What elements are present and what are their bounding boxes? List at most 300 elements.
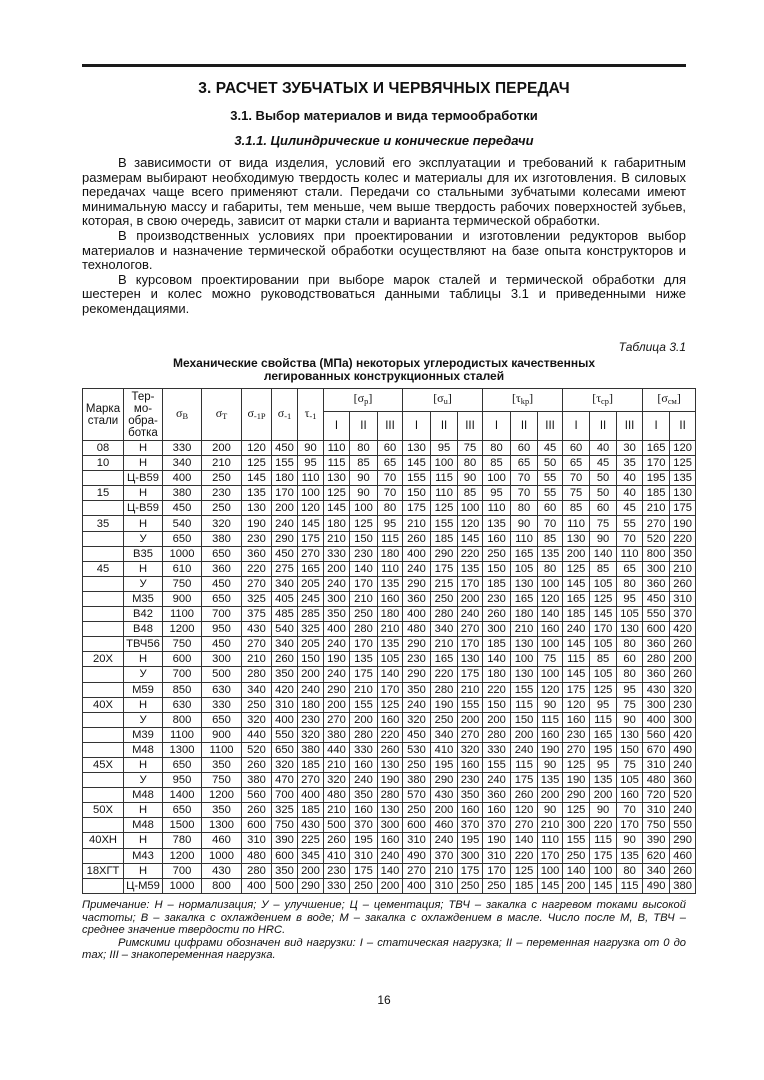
value-cell: 50	[590, 486, 617, 501]
value-cell: 200	[298, 863, 324, 878]
value-cell: 540	[163, 516, 202, 531]
value-cell: 170	[483, 863, 511, 878]
value-cell: 430	[242, 622, 272, 637]
treatment-cell: ТВЧ56	[124, 637, 163, 652]
value-cell: 130	[458, 652, 483, 667]
value-cell: 300	[563, 818, 590, 833]
value-cell: 360	[242, 546, 272, 561]
value-cell: 60	[590, 501, 617, 516]
value-cell: 950	[202, 622, 242, 637]
value-cell: 190	[483, 833, 511, 848]
value-cell: 325	[242, 591, 272, 606]
value-cell: 270	[563, 742, 590, 757]
value-cell: 135	[538, 773, 563, 788]
value-cell: 230	[458, 773, 483, 788]
header-treatment	[124, 389, 163, 441]
value-cell: 400	[324, 622, 350, 637]
value-cell: 250	[202, 471, 242, 486]
value-cell: 125	[590, 682, 617, 697]
value-cell: 340	[431, 622, 458, 637]
value-cell: 240	[670, 803, 696, 818]
value-cell: 560	[242, 788, 272, 803]
value-cell: 100	[511, 652, 538, 667]
value-cell: 490	[643, 878, 670, 893]
table-title-line: Механические свойства (МПа) некоторых углеродистых качественных	[172, 356, 595, 370]
chapter-title: 3. РАСЧЕТ ЗУБЧАТЫХ И ЧЕРВЯЧНЫХ ПЕРЕДАЧ	[198, 80, 570, 97]
value-cell: 600	[643, 622, 670, 637]
value-cell: 380	[242, 773, 272, 788]
steel-grade-cell	[83, 848, 124, 863]
value-cell: 80	[617, 667, 643, 682]
value-cell: 460	[431, 818, 458, 833]
value-cell: 115	[511, 757, 538, 772]
value-cell: 50	[590, 471, 617, 486]
value-cell: 60	[511, 441, 538, 456]
value-cell: 240	[670, 757, 696, 772]
value-cell: 175	[511, 773, 538, 788]
value-cell: 250	[431, 712, 458, 727]
value-cell: 80	[617, 863, 643, 878]
value-cell: 400	[643, 712, 670, 727]
value-cell: 105	[590, 637, 617, 652]
value-cell: 1200	[163, 848, 202, 863]
value-cell: 900	[202, 727, 242, 742]
value-cell: 250	[483, 546, 511, 561]
value-cell: 480	[643, 773, 670, 788]
value-cell: 165	[511, 546, 538, 561]
value-cell: 130	[324, 471, 350, 486]
value-cell: 45	[538, 441, 563, 456]
value-cell: 160	[378, 712, 403, 727]
value-cell: 250	[403, 757, 431, 772]
value-cell: 600	[403, 818, 431, 833]
value-cell: 800	[163, 712, 202, 727]
value-cell: 120	[563, 697, 590, 712]
value-cell: 570	[403, 788, 431, 803]
value-cell: 45	[617, 501, 643, 516]
treatment-cell: Ц-М59	[124, 878, 163, 893]
value-cell: 130	[378, 803, 403, 818]
value-cell: 300	[483, 622, 511, 637]
header-load-ii: II	[350, 412, 378, 441]
header-group-tau-kp: $[\tau_{kp}]$	[483, 389, 563, 412]
table-row	[83, 682, 696, 697]
value-cell: 40	[617, 471, 643, 486]
value-cell: 360	[403, 591, 431, 606]
header-group-sigma-u: $[\sigma_u]$	[403, 389, 483, 412]
value-cell: 240	[378, 848, 403, 863]
value-cell: 270	[298, 773, 324, 788]
value-cell: 800	[643, 546, 670, 561]
table-row	[83, 516, 696, 531]
value-cell: 230	[670, 697, 696, 712]
value-cell: 460	[670, 848, 696, 863]
value-cell: 500	[324, 818, 350, 833]
steel-grade-cell	[83, 773, 124, 788]
value-cell: 180	[483, 667, 511, 682]
value-cell: 75	[538, 652, 563, 667]
value-cell: 1100	[163, 727, 202, 742]
header-sigma-1: $\sigma_{-1}$	[272, 389, 298, 441]
value-cell: 40	[617, 486, 643, 501]
value-cell: 115	[431, 471, 458, 486]
value-cell: 330	[324, 878, 350, 893]
value-cell: 230	[350, 546, 378, 561]
value-cell: 670	[643, 742, 670, 757]
value-cell: 630	[202, 682, 242, 697]
value-cell: 145	[324, 501, 350, 516]
value-cell: 185	[431, 531, 458, 546]
treatment-cell: М48	[124, 818, 163, 833]
value-cell: 175	[350, 667, 378, 682]
value-cell: 600	[163, 652, 202, 667]
value-cell: 190	[324, 652, 350, 667]
treatment-cell: В35	[124, 546, 163, 561]
table-note	[82, 899, 686, 962]
steel-grade-cell	[83, 878, 124, 893]
value-cell: 650	[202, 546, 242, 561]
value-cell: 220	[590, 818, 617, 833]
steel-grade-cell	[83, 682, 124, 697]
steel-grade-cell: 10	[83, 456, 124, 471]
value-cell: 135	[242, 486, 272, 501]
paragraph: В зависимости от вида изделия, условий его эксплуатации и требований к габаритным размерам выбирают необходимую твердость колес и материалы для их изготовления. В силовых передачах чаще всего применяют стали. Передачи со стальными зубчатыми колесами имеют минимальную массу и габариты, тем меньше, чем выше твердость рабочих поверхностей зубьев, которая, в свою очередь, зависит от марки стали и варианта термической обработки.	[82, 155, 686, 229]
value-cell: 115	[590, 712, 617, 727]
value-cell: 90	[458, 471, 483, 486]
value-cell: 115	[617, 878, 643, 893]
header-tau-1: $\tau_{-1}$	[298, 389, 324, 441]
value-cell: 700	[163, 863, 202, 878]
value-cell: 300	[643, 561, 670, 576]
value-cell: 240	[403, 697, 431, 712]
value-cell: 440	[324, 742, 350, 757]
value-cell: 140	[563, 863, 590, 878]
value-cell: 285	[298, 607, 324, 622]
value-cell: 600	[242, 818, 272, 833]
treatment-cell: Ц-В59	[124, 471, 163, 486]
value-cell: 1300	[163, 742, 202, 757]
value-cell: 175	[670, 501, 696, 516]
value-cell: 130	[511, 576, 538, 591]
value-cell: 300	[643, 697, 670, 712]
value-cell: 90	[590, 803, 617, 818]
value-cell: 350	[202, 757, 242, 772]
header-load-i: I	[483, 412, 511, 441]
value-cell: 80	[511, 501, 538, 516]
value-cell: 155	[431, 516, 458, 531]
value-cell: 610	[163, 561, 202, 576]
value-cell: 90	[538, 803, 563, 818]
value-cell: 150	[483, 697, 511, 712]
value-cell: 145	[298, 516, 324, 531]
value-cell: 195	[643, 471, 670, 486]
value-cell: 180	[378, 607, 403, 622]
treatment-cell: У	[124, 667, 163, 682]
value-cell: 115	[324, 456, 350, 471]
value-cell: 135	[538, 546, 563, 561]
value-cell: 75	[590, 516, 617, 531]
value-cell: 100	[538, 667, 563, 682]
treatment-cell: У	[124, 712, 163, 727]
value-cell: 90	[350, 486, 378, 501]
table-row	[83, 818, 696, 833]
value-cell: 110	[378, 561, 403, 576]
steel-grade-cell: 40Х	[83, 697, 124, 712]
header-sigma-t: $\sigma_T$	[202, 389, 242, 441]
value-cell: 155	[403, 471, 431, 486]
value-cell: 290	[403, 667, 431, 682]
header-load-ii: II	[511, 412, 538, 441]
value-cell: 390	[643, 833, 670, 848]
value-cell: 450	[163, 501, 202, 516]
value-cell: 140	[538, 607, 563, 622]
value-cell: 460	[202, 833, 242, 848]
value-cell: 210	[458, 682, 483, 697]
value-cell: 290	[403, 637, 431, 652]
value-cell: 530	[403, 742, 431, 757]
value-cell: 155	[272, 456, 298, 471]
value-cell: 450	[272, 546, 298, 561]
value-cell: 450	[272, 441, 298, 456]
value-cell: 150	[511, 712, 538, 727]
steel-grade-cell	[83, 818, 124, 833]
value-cell: 135	[617, 848, 643, 863]
value-cell: 200	[538, 788, 563, 803]
value-cell: 115	[511, 697, 538, 712]
value-cell: 250	[431, 591, 458, 606]
value-cell: 200	[298, 667, 324, 682]
value-cell: 135	[378, 637, 403, 652]
value-cell: 90	[511, 516, 538, 531]
value-cell: 165	[590, 727, 617, 742]
value-cell: 90	[538, 697, 563, 712]
value-cell: 155	[511, 682, 538, 697]
table-row	[83, 456, 696, 471]
header-load-iii: III	[458, 412, 483, 441]
value-cell: 210	[670, 561, 696, 576]
steel-grade-cell	[83, 531, 124, 546]
table-row	[83, 803, 696, 818]
value-cell: 260	[242, 757, 272, 772]
value-cell: 240	[403, 561, 431, 576]
treatment-cell: Н	[124, 863, 163, 878]
value-cell: 110	[324, 441, 350, 456]
value-cell: 330	[350, 742, 378, 757]
value-cell: 330	[202, 697, 242, 712]
value-cell: 110	[617, 546, 643, 561]
value-cell: 720	[643, 788, 670, 803]
value-cell: 230	[483, 591, 511, 606]
value-cell: 60	[378, 441, 403, 456]
table-row	[83, 531, 696, 546]
value-cell: 520	[242, 742, 272, 757]
value-cell: 320	[458, 742, 483, 757]
value-cell: 340	[163, 456, 202, 471]
value-cell: 155	[563, 833, 590, 848]
table-row	[83, 757, 696, 772]
value-cell: 340	[272, 576, 298, 591]
value-cell: 200	[590, 788, 617, 803]
value-cell: 125	[511, 863, 538, 878]
value-cell: 540	[272, 622, 298, 637]
value-cell: 125	[431, 501, 458, 516]
table-row	[83, 622, 696, 637]
value-cell: 1000	[163, 546, 202, 561]
treatment-cell: Н	[124, 757, 163, 772]
value-cell: 190	[563, 773, 590, 788]
steel-grade-cell: 45	[83, 561, 124, 576]
value-cell: 225	[298, 833, 324, 848]
value-cell: 160	[538, 727, 563, 742]
value-cell: 115	[590, 833, 617, 848]
value-cell: 340	[242, 682, 272, 697]
value-cell: 70	[617, 531, 643, 546]
value-cell: 260	[324, 833, 350, 848]
value-cell: 200	[563, 878, 590, 893]
value-cell: 270	[458, 727, 483, 742]
value-cell: 520	[670, 788, 696, 803]
value-cell: 125	[242, 456, 272, 471]
steel-grade-cell: 08	[83, 441, 124, 456]
value-cell: 220	[511, 848, 538, 863]
value-cell: 115	[538, 712, 563, 727]
header-load-i: I	[403, 412, 431, 441]
value-cell: 485	[272, 607, 298, 622]
value-cell: 190	[670, 516, 696, 531]
value-cell: 130	[617, 622, 643, 637]
value-cell: 160	[538, 622, 563, 637]
value-cell: 80	[378, 501, 403, 516]
value-cell: 180	[272, 471, 298, 486]
value-cell: 30	[617, 441, 643, 456]
value-cell: 260	[272, 652, 298, 667]
value-cell: 135	[590, 773, 617, 788]
table-row	[83, 471, 696, 486]
value-cell: 120	[298, 501, 324, 516]
value-cell: 170	[590, 622, 617, 637]
value-cell: 750	[163, 576, 202, 591]
value-cell: 145	[590, 607, 617, 622]
value-cell: 310	[483, 848, 511, 863]
value-cell: 260	[242, 803, 272, 818]
steel-grade-cell	[83, 637, 124, 652]
value-cell: 145	[590, 878, 617, 893]
value-cell: 70	[511, 486, 538, 501]
value-cell: 270	[324, 712, 350, 727]
value-cell: 250	[350, 878, 378, 893]
value-cell: 230	[403, 652, 431, 667]
value-cell: 105	[590, 576, 617, 591]
value-cell: 320	[202, 516, 242, 531]
value-cell: 400	[242, 878, 272, 893]
value-cell: 75	[617, 697, 643, 712]
subsection-title: 3.1.1. Цилиндрические и конические передачи	[234, 133, 534, 148]
value-cell: 400	[272, 712, 298, 727]
value-cell: 800	[202, 878, 242, 893]
value-cell: 1100	[202, 742, 242, 757]
value-cell: 175	[590, 848, 617, 863]
value-cell: 550	[643, 607, 670, 622]
value-cell: 1000	[202, 848, 242, 863]
value-cell: 175	[458, 863, 483, 878]
value-cell: 260	[403, 531, 431, 546]
table-row	[83, 833, 696, 848]
table-row	[83, 727, 696, 742]
steel-grade-cell	[83, 667, 124, 682]
value-cell: 185	[483, 637, 511, 652]
value-cell: 150	[298, 652, 324, 667]
value-cell: 600	[272, 848, 298, 863]
treatment-cell: У	[124, 531, 163, 546]
value-cell: 270	[242, 576, 272, 591]
note-legend: Примечание: Н – нормализация; У – улучшение; Ц – цементация; ТВЧ – закалка с нагревом токами высокой частоты; В – закалка с охлаждением в воде; М – закалка с охлаждением в масле. Число после М, В, ТВЧ – среднее значение твердости по HRC.	[82, 899, 686, 937]
value-cell: 85	[538, 531, 563, 546]
table-row	[83, 652, 696, 667]
value-cell: 250	[483, 878, 511, 893]
value-cell: 630	[163, 697, 202, 712]
value-cell: 210	[350, 682, 378, 697]
value-cell: 200	[272, 501, 298, 516]
value-cell: 230	[202, 486, 242, 501]
value-cell: 380	[163, 486, 202, 501]
value-cell: 290	[298, 878, 324, 893]
value-cell: 310	[643, 757, 670, 772]
value-cell: 310	[403, 833, 431, 848]
value-cell: 160	[378, 591, 403, 606]
value-cell: 165	[563, 591, 590, 606]
value-cell: 250	[458, 878, 483, 893]
value-cell: 390	[272, 833, 298, 848]
value-cell: 430	[431, 788, 458, 803]
value-cell: 380	[202, 531, 242, 546]
value-cell: 170	[378, 682, 403, 697]
value-cell: 240	[431, 833, 458, 848]
value-cell: 165	[643, 441, 670, 456]
value-cell: 250	[242, 697, 272, 712]
value-cell: 450	[202, 576, 242, 591]
steel-properties-table	[82, 388, 696, 894]
value-cell: 400	[298, 788, 324, 803]
value-cell: 115	[378, 531, 403, 546]
value-cell: 650	[163, 757, 202, 772]
value-cell: 310	[350, 848, 378, 863]
value-cell: 195	[590, 742, 617, 757]
value-cell: 95	[617, 682, 643, 697]
value-cell: 35	[617, 456, 643, 471]
value-cell: 130	[617, 727, 643, 742]
value-cell: 210	[324, 803, 350, 818]
value-cell: 200	[563, 546, 590, 561]
steel-grade-cell	[83, 576, 124, 591]
value-cell: 350	[458, 788, 483, 803]
value-cell: 65	[563, 456, 590, 471]
value-cell: 250	[403, 803, 431, 818]
value-cell: 100	[483, 471, 511, 486]
value-cell: 170	[643, 456, 670, 471]
value-cell: 160	[483, 531, 511, 546]
value-cell: 75	[563, 486, 590, 501]
value-cell: 175	[403, 501, 431, 516]
header-group-tau-cp: $[\tau_{cp}]$	[563, 389, 643, 412]
value-cell: 215	[431, 576, 458, 591]
value-cell: 145	[242, 471, 272, 486]
value-cell: 200	[350, 712, 378, 727]
value-cell: 430	[202, 863, 242, 878]
value-cell: 55	[538, 486, 563, 501]
treatment-cell: У	[124, 576, 163, 591]
value-cell: 170	[538, 848, 563, 863]
value-cell: 95	[617, 591, 643, 606]
